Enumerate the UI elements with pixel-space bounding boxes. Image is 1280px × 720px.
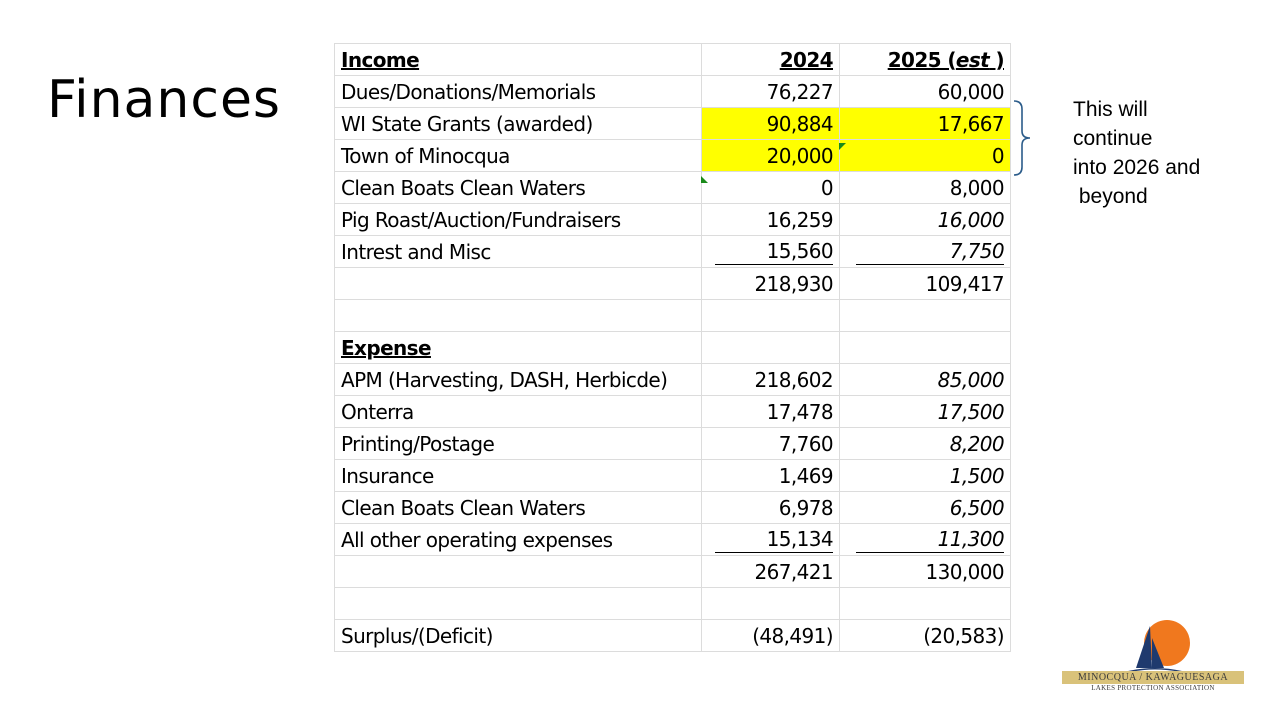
col-header-2025: 2025 (est ) (840, 44, 1011, 76)
table-row (335, 108, 1011, 140)
income-total-2024: 218,930 (702, 268, 840, 300)
value-2025: 60,000 (840, 76, 1011, 108)
table-row (335, 428, 1011, 460)
row-label: WI State Grants (awarded) (335, 108, 702, 140)
table-row (335, 140, 1011, 172)
surplus-row (335, 620, 1011, 652)
surplus-2024: (48,491) (702, 620, 840, 652)
surplus-2025: (20,583) (840, 620, 1011, 652)
value-2025: 1,500 (840, 460, 1011, 492)
value-2024: 76,227 (702, 76, 840, 108)
logo-wordmark: MINOCQUA / KAWAGUESAGA (1062, 671, 1244, 684)
table-row (335, 236, 1011, 268)
cell-comment-flag (701, 176, 708, 183)
income-total-row (335, 268, 1011, 300)
blank-row (335, 588, 1011, 620)
slide-title: Finances (47, 70, 282, 130)
row-label: Dues/Donations/Memorials (335, 76, 702, 108)
cell-comment-flag (839, 143, 846, 150)
row-label: APM (Harvesting, DASH, Herbicde) (335, 364, 702, 396)
value-2025: 7,750 (856, 239, 1004, 265)
logo-subtitle: LAKES PROTECTION ASSOCIATION (1091, 684, 1215, 692)
value-2024: 17,478 (702, 396, 840, 428)
row-label: All other operating expenses (335, 524, 702, 556)
value-2024: 7,760 (702, 428, 840, 460)
row-label: Clean Boats Clean Waters (335, 492, 702, 524)
value-2024: 218,602 (702, 364, 840, 396)
row-label: Intrest and Misc (335, 236, 702, 268)
expense-total-2024: 267,421 (702, 556, 840, 588)
row-label: Insurance (335, 460, 702, 492)
table-row (335, 524, 1011, 556)
expense-header-row (335, 332, 1011, 364)
value-2024: 20,000 (702, 140, 840, 172)
blank-row (335, 300, 1011, 332)
expense-total-row (335, 556, 1011, 588)
table-row (335, 364, 1011, 396)
table-row (335, 492, 1011, 524)
annotation-note: This will continue into 2026 and beyond (1073, 98, 1201, 208)
col-header-2024: 2024 (702, 44, 840, 76)
table-row (335, 172, 1011, 204)
value-2024: 1,469 (702, 460, 840, 492)
value-2024: 15,560 (715, 239, 833, 265)
value-2024: 0 (702, 172, 840, 204)
value-2025: 16,000 (840, 204, 1011, 236)
value-2024: 16,259 (702, 204, 840, 236)
expense-total-2025: 130,000 (840, 556, 1011, 588)
table-row (335, 460, 1011, 492)
value-2025: 0 (840, 140, 1011, 172)
table-row (335, 396, 1011, 428)
value-2025: 85,000 (840, 364, 1011, 396)
curly-brace-icon (1012, 99, 1032, 177)
row-label: Clean Boats Clean Waters (335, 172, 702, 204)
row-label: Printing/Postage (335, 428, 702, 460)
value-2025: 8,000 (840, 172, 1011, 204)
value-2024: 15,134 (715, 527, 833, 553)
table-row (335, 76, 1011, 108)
table-row (335, 204, 1011, 236)
surplus-label: Surplus/(Deficit) (335, 620, 702, 652)
value-2024: 90,884 (702, 108, 840, 140)
value-2025: 11,300 (856, 527, 1004, 553)
finances-table (334, 43, 1011, 652)
row-label: Pig Roast/Auction/Fundraisers (335, 204, 702, 236)
value-2025: 17,500 (840, 396, 1011, 428)
value-2025: 6,500 (840, 492, 1011, 524)
value-2025: 8,200 (840, 428, 1011, 460)
value-2025: 17,667 (840, 108, 1011, 140)
value-2024: 6,978 (702, 492, 840, 524)
income-total-2025: 109,417 (840, 268, 1011, 300)
expense-header: Expense (335, 332, 702, 364)
row-label: Town of Minocqua (335, 140, 702, 172)
table-header-row (335, 44, 1011, 76)
row-label: Onterra (335, 396, 702, 428)
income-header: Income (335, 44, 702, 76)
